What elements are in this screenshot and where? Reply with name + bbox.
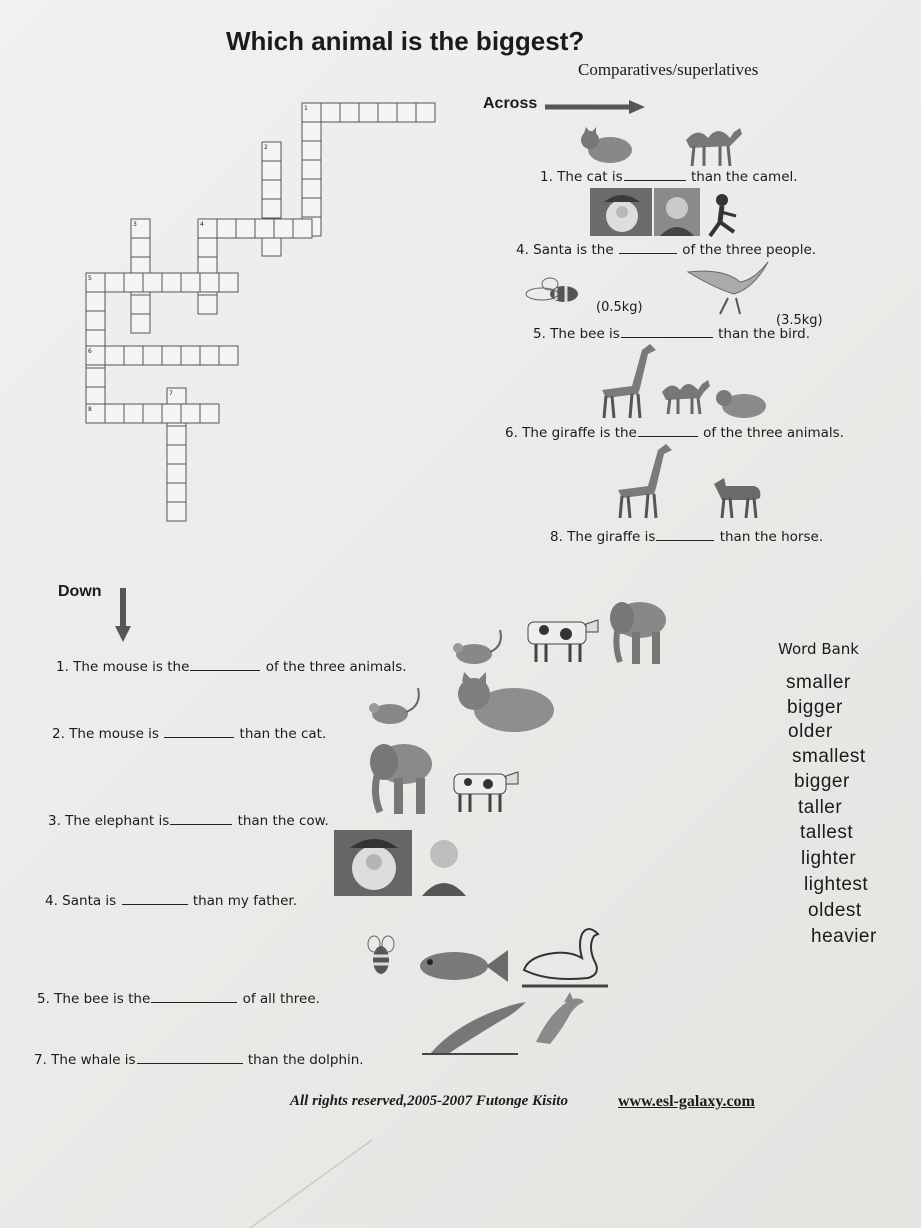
- crossword-cell: [262, 237, 281, 256]
- crossword-cell: [143, 404, 162, 423]
- crossword-cell: [162, 346, 181, 365]
- crossword-cell: [416, 103, 435, 122]
- crossword-cell: [200, 273, 219, 292]
- bee-weight: (0.5kg): [596, 300, 643, 315]
- crossword-cell: [302, 179, 321, 198]
- word-bank-item: bigger: [787, 697, 843, 718]
- crossword-cell: [181, 404, 200, 423]
- crossword-cell: [131, 314, 150, 333]
- word-bank-item: tallest: [800, 822, 854, 843]
- bird-icon: [684, 258, 774, 318]
- down-clue-3: 3. The elephant is than the cow.: [48, 813, 329, 829]
- across-clue-8: 8. The giraffe is than the horse.: [550, 529, 824, 545]
- crossword-cell: [131, 295, 150, 314]
- runner-icon: [702, 192, 742, 238]
- crossword-cell: [124, 346, 143, 365]
- crossword-cell: [124, 273, 143, 292]
- crossword-cell: [302, 122, 321, 141]
- giraffe-icon: [592, 340, 662, 420]
- across-clue-4: 4. Santa is the of the three people.: [516, 242, 817, 258]
- mouse-icon: [444, 626, 514, 670]
- crossword-cell: [302, 160, 321, 179]
- footer-url: www.esl-galaxy.com: [618, 1093, 755, 1110]
- camel-icon: [678, 118, 748, 168]
- crossword-cell: [302, 198, 321, 217]
- crossword-number: 8: [88, 406, 92, 413]
- down-heading: Down: [58, 583, 102, 600]
- crossword-cell: [340, 103, 359, 122]
- down-clue-1: 1. The mouse is the of the three animals.: [56, 659, 407, 675]
- crossword-cell: [131, 238, 150, 257]
- arrow-right-icon: [545, 100, 645, 114]
- cow-icon: [522, 614, 602, 664]
- elephant-icon: [364, 738, 436, 816]
- bird-weight: (3.5kg): [776, 313, 823, 328]
- footer-rights: All rights reserved,2005-2007 Futonge Kisito: [290, 1093, 568, 1109]
- crossword-cell: [105, 346, 124, 365]
- across-clue-6: 6. The giraffe is the of the three animals.: [505, 425, 844, 441]
- crossword-number: 4: [200, 221, 204, 228]
- crossword-cell: [105, 273, 124, 292]
- cat-icon: [450, 672, 560, 736]
- cat-icon: [712, 386, 772, 422]
- santa-icon: [590, 188, 652, 236]
- crossword-number: 2: [264, 144, 268, 151]
- down-clue-7: 7. The whale is than the dolphin.: [34, 1052, 364, 1068]
- word-bank-item: smallest: [792, 746, 866, 767]
- crossword-cell: [181, 346, 200, 365]
- santa-icon: [334, 830, 412, 896]
- across-clue-5: 5. The bee is than the bird.: [533, 326, 811, 342]
- crossword-cell: [359, 103, 378, 122]
- crossword-cell: [378, 103, 397, 122]
- crossword-cell: [219, 273, 238, 292]
- mouse-icon: [360, 684, 432, 730]
- crossword-cell: [86, 387, 105, 406]
- cat-icon: [578, 126, 638, 166]
- crossword-number: 3: [133, 221, 137, 228]
- word-bank-item: lightest: [804, 874, 869, 895]
- word-bank-item: older: [788, 721, 833, 742]
- word-bank-item: taller: [798, 797, 843, 818]
- dolphin-icon: [530, 992, 590, 1052]
- crossword-cell: [236, 219, 255, 238]
- arrow-down-icon: [115, 588, 131, 644]
- fish-icon: [414, 940, 510, 990]
- page-title: Which animal is the biggest?: [226, 26, 585, 56]
- down-clue-4: 4. Santa is than my father.: [45, 893, 297, 909]
- giraffe-icon: [608, 440, 678, 520]
- crossword-cell: [397, 103, 416, 122]
- crossword-grid: [0, 0, 460, 530]
- crossword-cell: [162, 273, 181, 292]
- crossword-cell: [255, 219, 274, 238]
- crossword-cell: [86, 292, 105, 311]
- horse-icon: [710, 474, 766, 520]
- word-bank-item: heavier: [811, 926, 877, 947]
- down-clue-2: 2. The mouse is than the cat.: [52, 726, 327, 742]
- crossword-cell: [143, 346, 162, 365]
- crossword-number: 6: [88, 348, 92, 355]
- crossword-cell: [124, 404, 143, 423]
- crossword-cell: [302, 141, 321, 160]
- man-icon: [418, 832, 470, 896]
- crossword-cell: [167, 483, 186, 502]
- crossword-cell: [198, 295, 217, 314]
- crossword-cell: [198, 238, 217, 257]
- elephant-icon: [604, 596, 670, 666]
- page-subtitle: Comparatives/superlatives: [578, 60, 759, 79]
- crossword-cell: [262, 161, 281, 180]
- crossword-number: 5: [88, 275, 92, 282]
- down-clue-5: 5. The bee is the of all three.: [37, 991, 320, 1007]
- word-bank-item: smaller: [786, 672, 851, 693]
- crossword-cell: [200, 346, 219, 365]
- crossword-number: 1: [304, 105, 308, 112]
- crossword-cell: [167, 464, 186, 483]
- whale-icon: [422, 998, 532, 1058]
- crossword-cell: [167, 502, 186, 521]
- crossword-cell: [181, 273, 200, 292]
- crossword-cell: [143, 273, 162, 292]
- crossword-cell: [162, 404, 181, 423]
- word-bank-item: bigger: [794, 771, 850, 792]
- crossword-cell: [167, 445, 186, 464]
- crossword-cell: [219, 346, 238, 365]
- crossword-cell: [321, 103, 340, 122]
- crossword-cell: [217, 219, 236, 238]
- crossword-cell: [86, 311, 105, 330]
- word-bank-item: lighter: [801, 848, 857, 869]
- crossword-cell: [105, 404, 124, 423]
- crossword-number: 7: [169, 390, 173, 397]
- word-bank-item: oldest: [808, 900, 862, 921]
- crossword-cell: [293, 219, 312, 238]
- across-heading: Across: [483, 95, 538, 112]
- man-icon: [654, 188, 700, 236]
- camel-icon: [656, 372, 716, 416]
- word-bank-title: Word Bank: [778, 640, 859, 658]
- crossword-cell: [262, 180, 281, 199]
- swan-icon: [518, 924, 610, 994]
- crossword-cell: [274, 219, 293, 238]
- cow-icon: [448, 768, 522, 816]
- bee-icon: [366, 934, 396, 978]
- crossword-cell: [167, 426, 186, 445]
- crossword-cell: [86, 368, 105, 387]
- crossword-cell: [262, 199, 281, 218]
- crossword-cell: [200, 404, 219, 423]
- across-clue-1: 1. The cat is than the camel.: [540, 169, 798, 185]
- bee-icon: [520, 272, 590, 312]
